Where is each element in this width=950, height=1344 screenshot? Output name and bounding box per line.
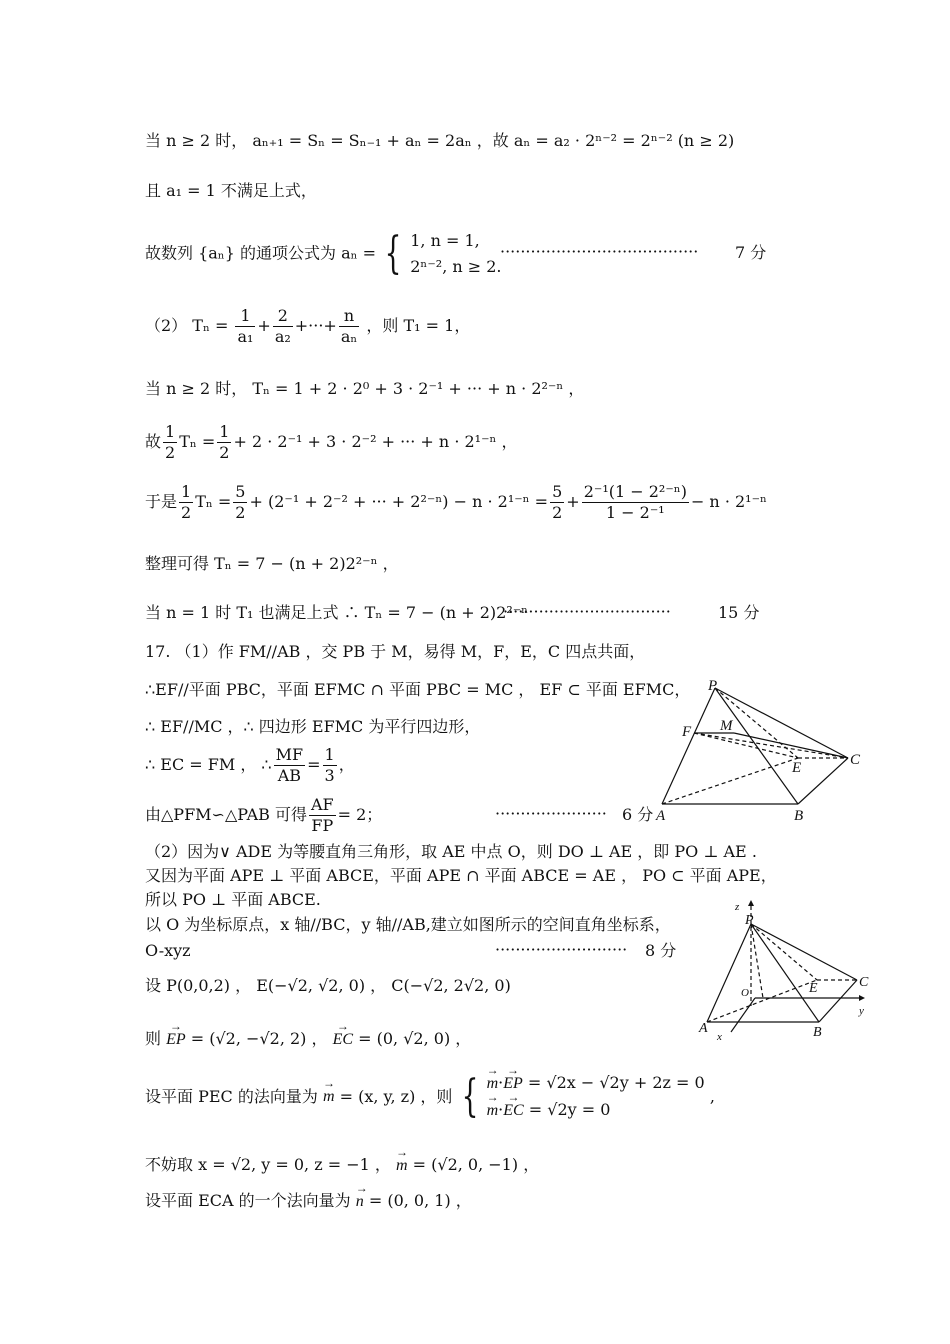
p2-line1: （2）因为∨ ADE 为等腰直角三角形，取 AE 中点 O，则 DO ⊥ AE ，即 PO ⊥ AE . (145, 842, 757, 861)
fig1-label-A: A (656, 808, 666, 824)
general-term-text: 故数列 {aₙ} 的通项公式为 aₙ = (145, 243, 377, 263)
line-subtract: 于是 $\frac{1}{2}$ Tₙ = $\frac{5}{2}$ + (2⁻¹ + 2⁻² + ··· + 2²⁻ⁿ) − n · 2¹⁻ⁿ = $\frac{5}{2}$ + $\frac{\text{2⁻¹(1 − 2²⁻ⁿ)}}{\text{1 − 2⁻¹}}$ − n · 2¹⁻ⁿ (145, 482, 767, 522)
p2-line7: 则 → EP = (√2, −√2, 2) ， → EC = (0, √2, 0) ， (145, 1028, 471, 1051)
fig1-label-P: P (708, 678, 718, 694)
fig1-label-E: E (792, 760, 802, 776)
frac-5-2b: $\frac{5}{2}$ (552, 482, 563, 522)
frac-half: $\frac{1}{2}$ (165, 422, 176, 462)
dot-leader-15: ································· (503, 602, 671, 621)
frac-geometric-sum: $\frac{\text{2⁻¹(1 − 2²⁻ⁿ)}}{\text{1 − 2⁻¹}}$ (583, 482, 687, 522)
p2-line2: 又因为平面 APE ⊥ 平面 ABCE，平面 APE ∩ 平面 ABCE = AE ， PO ⊂ 平面 APE， (145, 866, 777, 885)
line-Tn-def: （2） Tₙ = $\frac{1}{\text{a₁}}$ + $\frac{2}{\text{a₂}}$ +···+ $\frac{n}{\text{aₙ}}$ ，则 T₁ = 1， (145, 306, 471, 346)
fig1-label-C: C (850, 752, 861, 768)
vector-EP: → EP (166, 1029, 186, 1051)
line-half-Tn: 故 $\frac{1}{2}$ Tₙ = $\frac{1}{2}$ + 2 · 2⁻¹ + 3 · 2⁻² + ··· + n · 2¹⁻ⁿ ， (145, 422, 518, 462)
line-recurrence: 当 n ≥ 2 时， aₙ₊₁ = Sₙ = Sₙ₋₁ + aₙ = 2aₙ ，故 aₙ = a₂ · 2ⁿ⁻² = 2ⁿ⁻² (n ≥ 2) (145, 131, 735, 150)
case-2: 2ⁿ⁻², n ≥ 2. (410, 257, 502, 276)
fig2-label-E: E (809, 981, 818, 996)
piecewise-cases (410, 228, 501, 280)
p2-line5: O-xyz (145, 941, 191, 960)
p17-line2: ∴EF//平面 PBC，平面 EFMC ∩ 平面 PBC = MC ， EF ⊂ 平面 EFMC， (145, 680, 691, 699)
p2-line8: 设平面 PEC 的法向量为 → m = (x, y, z) ，则 { → m·→ EP = √2x − √2y + 2z = 0 → m·→ EC = √2y = 0 , (145, 1070, 715, 1124)
p2-line9: 不妨取 x = √2, y = 0, z = −1 ， → m = (√2, 0, −1) ， (145, 1154, 539, 1177)
frac-n-an: $\frac{n}{\text{aₙ}}$ (340, 306, 358, 346)
dot-leader-7: ······································· (500, 242, 699, 261)
frac-af-fp: $\frac{AF}{FP}$ (310, 795, 334, 835)
fig2-label-y: y (859, 1005, 864, 1017)
case-1: 1, n = 1, (410, 231, 480, 250)
p2-line6: 设 P(0,0,2) ， E(−√2, √2, 0) ， C(−√2, 2√2, 0) (145, 976, 511, 995)
fig2-label-x: x (717, 1031, 722, 1043)
fig1-label-M: M (720, 718, 733, 734)
line-n1-check: 当 n = 1 时 T₁ 也满足上式 ∴ Tₙ = 7 − (n + 2)2²⁻ⁿ (145, 603, 529, 622)
vector-m-2: → m (396, 1155, 408, 1177)
score-8: 8 分 (645, 941, 677, 960)
p2-line3: 所以 PO ⊥ 平面 ABCE. (145, 890, 321, 909)
p17-line1: 17. （1）作 FM//AB ，交 PB 于 M，易得 M，F，E，C 四点共面， (145, 642, 646, 661)
line-Tn-result: 整理可得 Tₙ = 7 − (n + 2)2²⁻ⁿ ， (145, 554, 399, 573)
line-a1-note: 且 a₁ = 1 不满足上式， (145, 181, 317, 200)
normal-system: → m·→ EP = √2x − √2y + 2z = 0 → m·→ EC = √2y = 0 (487, 1070, 705, 1124)
fig2-label-B: B (813, 1025, 822, 1040)
fig2-label-O: O (741, 987, 749, 999)
p17-line4: ∴ EC = FM ， ∴ $\frac{MF}{AB}$ = $\frac{1}{3}$ ， (145, 745, 355, 785)
frac-1-a1: $\frac{1}{\text{a₁}}$ (237, 306, 254, 346)
vector-EC: → EC (333, 1029, 353, 1051)
p2-line4: 以 O 为坐标原点，x 轴//BC，y 轴//AB,建立如图所示的空间直角坐标系， (145, 915, 671, 934)
system-brace: { (461, 1071, 478, 1122)
fig2-label-P: P (745, 913, 754, 928)
p2-line10: 设平面 ECA 的一个法向量为 → n = (0, 0, 1) ， (145, 1190, 472, 1213)
score-6: 6 分 (622, 805, 654, 824)
left-brace: { (384, 228, 402, 279)
frac-5-2: $\frac{5}{2}$ (235, 482, 246, 522)
figure-pyramid-2 (695, 898, 885, 1044)
line-general-term (145, 228, 502, 280)
frac-1-3: $\frac{1}{3}$ (324, 745, 335, 785)
fig1-label-F: F (682, 724, 692, 740)
score-7: 7 分 (735, 243, 767, 262)
fig2-label-C: C (859, 975, 869, 990)
line-Tn-expansion: 当 n ≥ 2 时， Tₙ = 1 + 2 · 2⁰ + 3 · 2⁻¹ + ··· + n · 2²⁻ⁿ ， (145, 379, 585, 398)
p17-line5: 由△PFM∽△PAB 可得 $\frac{AF}{FP}$ = 2； (145, 795, 383, 835)
frac-half-2: $\frac{1}{2}$ (219, 422, 230, 462)
dot-leader-6: ······················ (495, 804, 607, 823)
score-15: 15 分 (718, 603, 760, 622)
T1-value: ，则 T₁ = 1， (366, 316, 471, 335)
frac-2-a2: $\frac{2}{\text{a₂}}$ (274, 306, 291, 346)
figure-pyramid-1 (650, 678, 870, 824)
p17-line3: ∴ EF//MC ，∴ 四边形 EFMC 为平行四边形， (145, 717, 481, 736)
frac-half-3: $\frac{1}{2}$ (181, 482, 192, 522)
fig2-label-z: z (735, 901, 740, 913)
vector-n: → n (356, 1191, 364, 1213)
fig1-label-B: B (794, 808, 804, 824)
plus-dots: +···+ (294, 316, 337, 335)
dot-leader-8: ·························· (495, 940, 628, 959)
fig2-label-A: A (699, 1021, 708, 1036)
Tn-label: （2） Tₙ = (145, 316, 229, 335)
vector-m: → m (323, 1084, 335, 1110)
frac-mf-ab: $\frac{MF}{AB}$ (275, 745, 304, 785)
